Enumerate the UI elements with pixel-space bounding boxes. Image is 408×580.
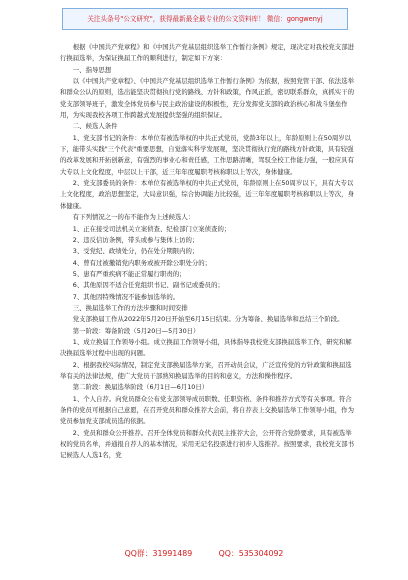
body-paragraph: 以《中国共产党章程》、《中国共产党基层组织选举工作暂行条例》为依据，按照党管干部、依法选举和群众公认的原则，选出能坚决贯彻执行党的路线、方针和政策，作风正派，密切联系群众，真抓实干的党支部领导班子，激发全体党员参与民主政治建设的积极性，充分发挥党支部的政治核心和战斗堡垒作用，为实现我校各项工作跨越式发展提供坚强的组织保证。 bbox=[60, 77, 354, 120]
list-item: 4、曾有过被撤销党内职务或被开除公职处分的； bbox=[72, 258, 212, 267]
section-heading: 三、换届选举工作的方法步骤和时间安排 bbox=[72, 303, 188, 312]
list-item: 1、正在接受司法机关立案侦查、纪检部门立案侦查的； bbox=[72, 224, 231, 233]
qq-text: QQ：535304092 bbox=[218, 549, 284, 558]
list-item: 3、受党纪、政绩处分，仍在处分期限内的； bbox=[72, 247, 199, 256]
section-heading: 一、指导思想 bbox=[72, 65, 112, 74]
body-paragraph: 1、党支部书记的条件：本单位有被选举权的中共正式党员，党龄3年以上，年龄原则上在50周岁以下，能带头实践"三个代表"重要思想，自觉落实科学发展观，坚决贯彻执行党的路线方针政策，具有较强的改革发展和开拓创新意，有强烈的事业心和责任感，工作思路清晰，驾驭全校工作能力强，一般应具有大专以上文化程度，中层以上干部，近三年年度履职考核称职以上等次，身体健康。 bbox=[60, 133, 354, 176]
body-paragraph: 2、根据我校实际情况，制定党支部换届选举方案，召开动员会议，广泛宣传党的方针政策和换届选举有关的法律法规，使广大党员干部熟知换届选举的目的和意义，方法和操作程序。 bbox=[60, 360, 352, 380]
list-item: 5、患有严重疾病不能正常履行职责的； bbox=[72, 269, 186, 278]
intro-paragraph: 根据《中国共产党章程》和《中国共产党基层组织选举工作暂行条例》规定，现决定对我校党支部进行换届选举，为保证换届工作的顺利进行，制定如下方案： bbox=[60, 43, 354, 63]
list-item: 2、违反信访条例，带头或参与集体上访的； bbox=[72, 235, 199, 244]
phase-heading: 第一阶段：筹备阶段（5月20日—5月30日） bbox=[72, 326, 200, 335]
body-paragraph: 2、党员和群众公开推荐。召开全体党员和群众代表民主推荐大会，公开符合党龄要求，具有被选举权的党员名单，并通报自荐人的基本情况，采用无记名投票进行初步人选推荐。按照要求，我校党支部书记候选人人选1名，党 bbox=[60, 428, 354, 460]
list-item: 6、其他原因不适合任党组织书记、副书记或委员的； bbox=[72, 281, 224, 290]
contact-footer bbox=[0, 548, 408, 562]
body-paragraph: 1、个人自荐。向党员群众公布党支部领导成员职数、任职资格、条件和推荐方式等有关事项。符合条件的党员可根据自己意愿，在召开党员和群众推荐大会前，将自荐表上交换届选举工作领导小组，作为党员参加党支部成员选的依据。 bbox=[60, 394, 354, 426]
section-heading: 二、候选人条件 bbox=[72, 122, 118, 131]
body-paragraph: 党支部换届工作从2022年5月20日开始至6月15日结束。分为筹备、换届选举和总结三个阶段。 bbox=[72, 315, 344, 324]
body-paragraph: 2、党支部委员的条件：本单位有被选举权的中共正式党员，年龄原则上在50周岁以下，具有大专以上文化程度，政治思想坚定，大局意识强，综合协调能力比较强，近三年年度履职考核称职以上等次，身体健康。 bbox=[60, 179, 354, 210]
qq-group-text: QQ群：31991489 bbox=[124, 549, 193, 558]
promo-banner: 关注头条号"公文研究"，获得最新最全最专业的公文资料库！ 微信：gongwenyj bbox=[62, 8, 348, 30]
phase-heading: 第二阶段：换届选举阶段（6月1日—6月10日） bbox=[72, 383, 209, 392]
body-paragraph: 1、成立换届工作领导小组。成立换届工作领导小组，具体指导我校党支部换届选举工作，研究和解决换届选举过程中出现的问题。 bbox=[60, 337, 352, 358]
body-paragraph: 有下列情况之一的布不能作为上述候选人： bbox=[72, 213, 195, 222]
list-item: 7、其他因特殊情况不能参加选举的。 bbox=[72, 292, 180, 301]
document-body bbox=[60, 42, 356, 462]
